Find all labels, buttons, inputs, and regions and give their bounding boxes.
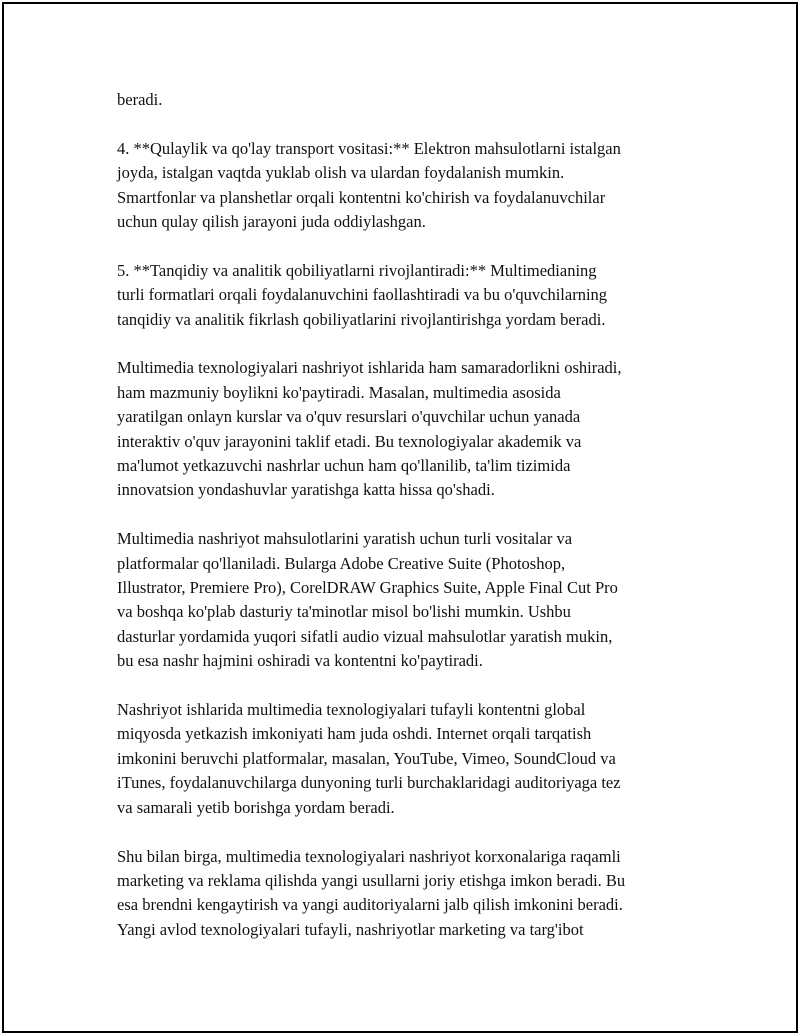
paragraph-item-4: 4. **Qulaylik va qo'lay transport vositasi:** Elektron mahsulotlarni istalgan joyda, istalgan vaqtda yuklab olish va ulardan foydalanish mumkin. Smartfonlar va planshetlar orqali kontentni ko'chirish va foydalanuvchilar uchun qulay qilish jarayoni juda oddiylashgan. bbox=[117, 138, 621, 232]
paragraph-marketing: Shu bilan birga, multimedia texnologiyalari nashriyot korxonalariga raqamli marketing va reklama qilishda yangi usullarni joriy etishga imkon beradi. Bu esa brendni kengaytirish va yangi auditoriyalarni jalb qilish imkonini beradi. Yangi avlod texnologiyalari tufayli, nashriyotlar marketing va targ'ibot bbox=[117, 846, 626, 939]
paragraph-continuation: beradi. bbox=[117, 90, 163, 109]
paragraph-tools: Multimedia nashriyot mahsulotlarini yaratish uchun turli vositalar va platformalar qo'llaniladi. Bularga Adobe Creative Suite (Photoshop, Illustrator, Premiere Pro), CorelDRAW Graphics Suite, Apple Final Cut Pro va boshqa ko'plab dasturiy ta'minotlar misol bo'lishi mumkin. Ushbu dasturlar yordamida yuqori sifatli audio vizual mahsulotlar yaratish mukin, bu esa nashr hajmini oshiradi va kontentni ko'paytiradi. bbox=[117, 529, 618, 671]
paragraph-item-5: 5. **Tanqidiy va analitik qobiliyatlarni rivojlantiradi:** Multimedianing turli formatlari orqali foydalanuvchini faollashtiradi va bu o'quvchilarning tanqidiy va analitik fikrlash qobiliyatlarini rivojlantirishga yordam beradi. bbox=[117, 260, 608, 329]
document-body bbox=[117, 88, 697, 967]
paragraph-global-reach: Nashriyot ishlarida multimedia texnologiyalari tufayli kontentni global miqyosda yetkazish imkoniyati ham juda oshdi. Internet orqali tarqatish imkonini beruvchi platformalar, masalan, YouTube, Vimeo, SoundCloud va iTunes, foydalanuvchilarga dunyoning turli burchaklaridagi auditoriyaga tez va samarali yetib borishga yordam beradi. bbox=[117, 700, 621, 817]
paragraph-efficiency: Multimedia texnologiyalari nashriyot ishlarida ham samaradorlikni oshiradi, ham mazmuniy boylikni ko'paytiradi. Masalan, multimedia asosida yaratilgan onlayn kurslar va o'quv resurslari o'quvchilar uchun yanada interaktiv o'quv jarayonini taklif etadi. Bu texnologiyalar akademik va ma'lumot yetkazuvchi nashrlar uchun ham qo'llanilib, ta'lim tizimida innovatsion yondashuvlar yaratishga katta hissa qo'shadi. bbox=[117, 358, 622, 500]
